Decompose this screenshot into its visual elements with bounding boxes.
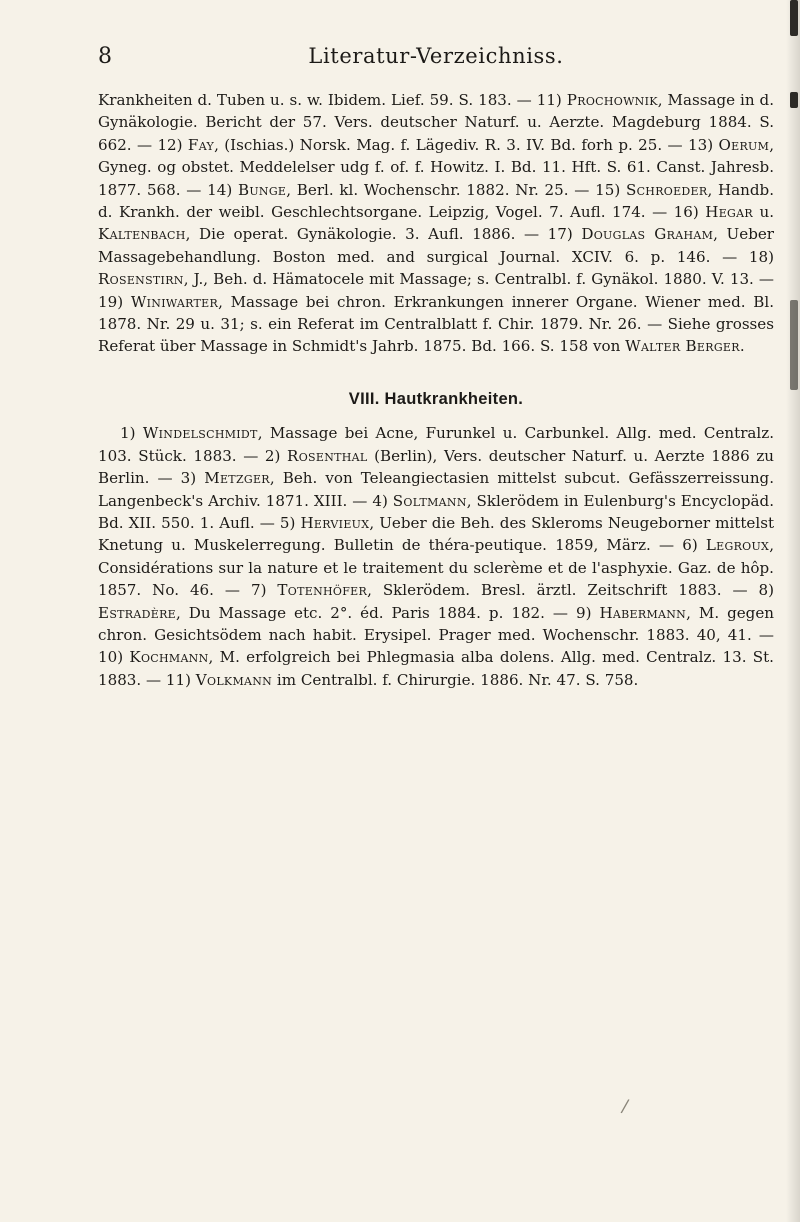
citation-text: , J., Beh. d. Hämatocele mit Massage; s. Centralbl. f. Gynäkol. 1880. V. 13. — 19) xyxy=(98,270,774,311)
edge-mark xyxy=(790,0,798,36)
author-name: Habermann xyxy=(599,603,687,622)
section-entries xyxy=(98,422,774,691)
citation-text: , Ueber die Beh. des Skleroms Neugeborner mittelst Knetung u. Muskelerregung. Bulletin de théra-peutique. 1859, März. — 6) xyxy=(98,513,775,555)
citation-text: , Sklerödem in Eulenburg's Encyclopäd. Bd. XII. 550. 1. Aufl. — 5) xyxy=(98,491,774,532)
edge-mark xyxy=(790,92,798,108)
citation-text: , Gyneg. og obstet. Meddelelser udg f. of. f. Howitz. I. Bd. 11. Hft. S. 61. Canst. Jahresb. 1877. 568. — 14) xyxy=(98,135,774,199)
citation-text: . xyxy=(739,337,745,356)
author-name: Fay xyxy=(187,135,215,154)
page-body xyxy=(98,89,774,691)
author-name: Winiwarter xyxy=(130,292,219,311)
author-name: Kaltenbach xyxy=(98,225,186,244)
author-name: Rosenthal xyxy=(287,446,368,465)
citation-text: , Ueber Massagebehandlung. Boston med. and surgical Journal. XCIV. 6. p. 146. — 18) xyxy=(98,225,775,266)
author-name: Hervieux xyxy=(300,513,370,532)
author-name: Estradère xyxy=(98,603,176,622)
citation-text: , Massage bei Acne, Furunkel u. Carbunkel. Allg. med. Centralz. 103. Stück. 1883. — 2) xyxy=(98,424,774,465)
citation-text: , Die operat. Gynäkologie. 3. Aufl. 1886. — 17) xyxy=(185,225,582,244)
citation-text: , Massage bei chron. Erkrankungen innerer Organe. Wiener med. Bl. 1878. Nr. 29 u. 31; s. ein Referat im Centralblatt f. Chir. 1879. Nr. 26. — Siehe grosses Referat über Massage in Schmidt's Jahrb. 1875. Bd. 166. S. 158 von xyxy=(98,292,774,356)
section-heading: VIII. Hautkrankheiten. xyxy=(348,389,524,408)
author-name: Bunge xyxy=(237,180,287,199)
citation-text: , Berl. kl. Wochenschr. 1882. Nr. 25. — 15) xyxy=(286,180,626,199)
author-name: Hegar xyxy=(705,203,753,222)
stray-pencil-mark: / xyxy=(619,1095,631,1118)
citation-text: , Considérations sur la nature et le traitement du sclerème et de l'asphyxie. Gaz. de hôp. 1857. No. 46. — 7) xyxy=(98,536,774,600)
citation-text: , (Ischias.) Norsk. Mag. f. Lägediv. R. 3. IV. Bd. forh p. 25. — 13) xyxy=(214,135,719,154)
citation-text: 1) xyxy=(120,424,143,443)
citation-text: im Centralbl. f. Chirurgie. 1886. Nr. 47. S. 758. xyxy=(272,670,639,689)
author-name: Schroeder xyxy=(625,180,708,199)
citation-text: , Massage in d. Gynäkologie. Bericht der 57. Vers. deutscher Naturf. u. Aerzte. Magdeburg 1884. S. 662. — 12) xyxy=(98,91,774,154)
author-name: Rosenstirn xyxy=(98,270,184,289)
author-name: Legroux xyxy=(705,536,770,555)
citation-text: , M. erfolgreich bei Phlegmasia alba dolens. Allg. med. Centralz. 13. St. 1883. — 11) xyxy=(98,648,774,689)
citation-text: , M. gegen chron. Gesichtsödem nach habit. Erysipel. Prager med. Wochenschr. 1883. 40, 41. — 10) xyxy=(98,603,774,667)
author-name: Windelschmidt xyxy=(142,424,258,443)
citation-text: , Sklerödem. Bresl. ärztl. Zeitschrift 1883. — 8) xyxy=(367,581,775,600)
page-header xyxy=(98,44,774,74)
continuation-paragraph xyxy=(98,89,774,358)
author-name: Douglas Graham xyxy=(581,225,714,244)
author-name: Walter Berger xyxy=(625,337,740,356)
edge-mark xyxy=(790,300,798,390)
author-name: Totenhöfer xyxy=(277,581,368,600)
author-name: Metzger xyxy=(204,469,270,488)
citation-text: , Du Massage etc. 2°. éd. Paris 1884. p. 182. — 9) xyxy=(175,603,600,622)
author-name: Volkmann xyxy=(195,670,273,689)
author-name: Oerum xyxy=(718,135,770,154)
citation-text: , Beh. von Teleangiectasien mittelst subcut. Gefässzerreissung. Langenbeck's Archiv. 1871. XIII. — 4) xyxy=(98,469,774,510)
citation-text: (Berlin), Vers. deutscher Naturf. u. Aerzte 1886 zu Berlin. — 3) xyxy=(98,446,774,488)
running-title: Literatur-Verzeichniss. xyxy=(308,44,564,68)
author-name: Kochmann xyxy=(129,648,209,667)
citation-text: , Handb. d. Krankh. der weibl. Geschlechtsorgane. Leipzig, Vogel. 7. Aufl. 174. — 16) xyxy=(98,180,775,222)
author-name: Prochownik xyxy=(566,91,658,109)
citation-text: Krankheiten d. Tuben u. s. w. Ibidem. Lief. 59. S. 183. — 11) xyxy=(98,91,567,109)
page-edge-shadow xyxy=(786,0,800,1222)
citation-text: u. xyxy=(752,203,774,222)
page-number: 8 xyxy=(98,44,112,69)
author-name: Soltmann xyxy=(392,491,467,510)
